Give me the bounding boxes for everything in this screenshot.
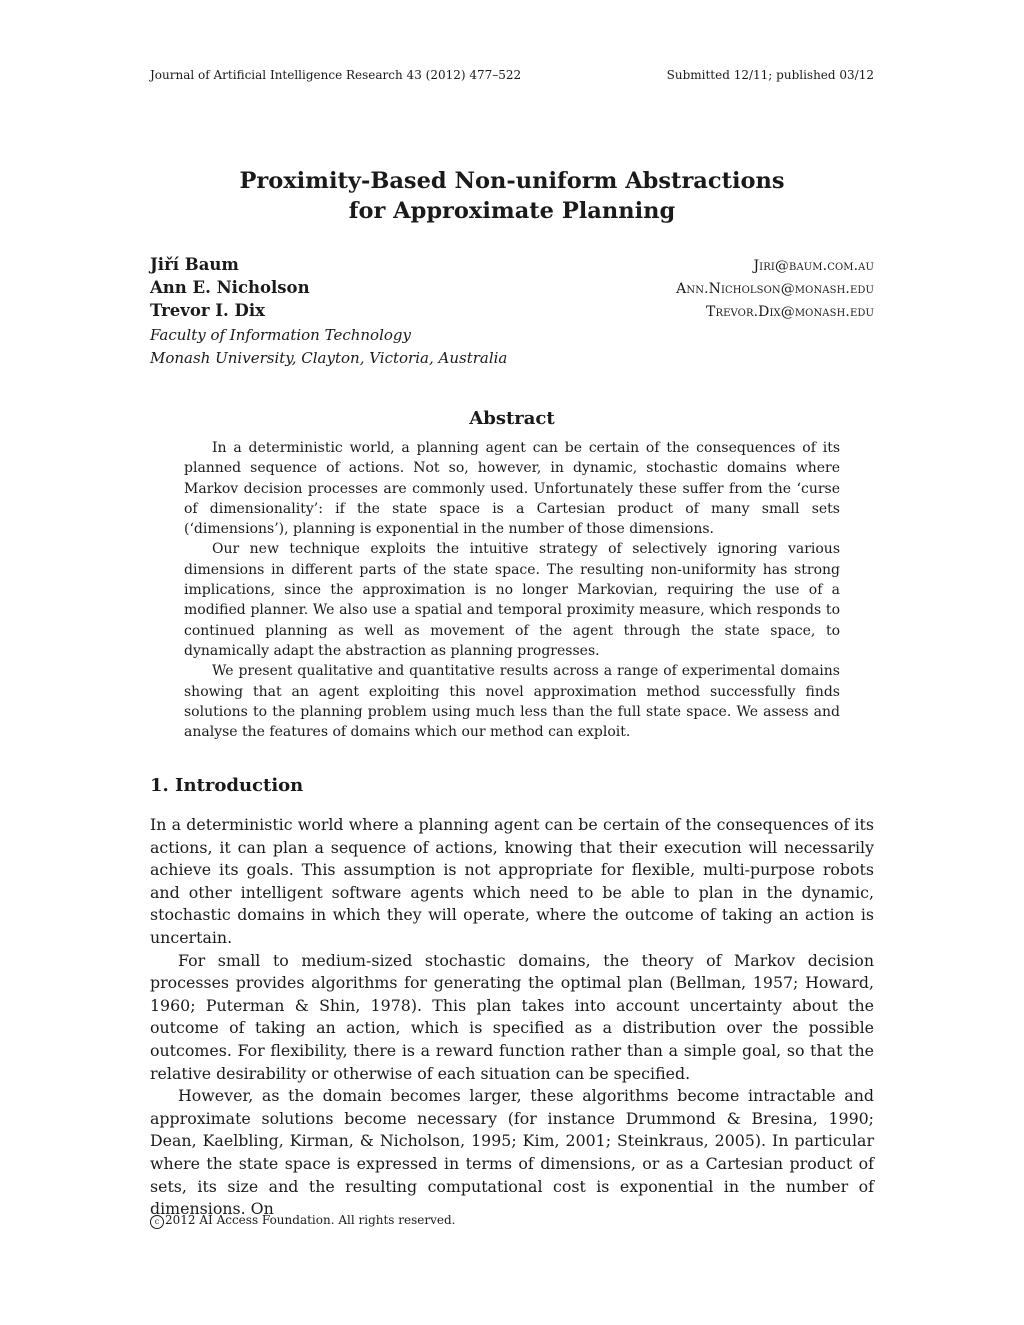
author-name: Jiří Baum [150, 255, 239, 274]
body-paragraph: However, as the domain becomes larger, these algorithms become intractable and approximate solutions become necessary (for instance Drummond & Bresina, 1990; Dean, Kaelbling, Kirman, & Nicholson, 1995; Kim, 2001; Steinkraus, 2005). In particular where the state space is expressed in terms of dimensions, or as a Cartesian product of sets, its size and the resulting computational cost is exponential in the number of dimensions. On [150, 1086, 874, 1219]
abstract-paragraph: Our new technique exploits the intuitive strategy of selectively ignoring various dimensions in different parts of the state space. The resulting non-uniformity has strong implications, since the approximation is no longer Markovian, requiring the use of a modified planner. We also use a spatial and temporal proximity measure, which responds to continued planning as well as movement of the agent through the state space, to dynamically adapt the abstraction as planning progresses. [184, 541, 840, 659]
author-name: Trevor I. Dix [150, 301, 265, 320]
submission-dates: Submitted 12/11; published 03/12 [666, 68, 874, 82]
running-header [150, 68, 874, 82]
author-row [150, 301, 874, 324]
copyright-notice [150, 1213, 456, 1229]
body-paragraph: For small to medium-sized stochastic domains, the theory of Markov decision processes provides algorithms for generating the optimal plan (Bellman, 1957; Howard, 1960; Puterman & Shin, 1978). This plan takes into account uncertainty about the outcome of taking an action, which is specified as a distribution over the possible outcomes. For flexibility, there is a reward function rather than a simple goal, so that the relative desirability or otherwise of each situation can be specified. [150, 950, 874, 1083]
author-row [150, 278, 874, 301]
copyright-icon: c [150, 1215, 164, 1229]
abstract-body [184, 438, 840, 742]
author-block [150, 255, 874, 370]
affiliation-line-2: Monash University, Clayton, Victoria, Australia [150, 349, 508, 367]
body-paragraph: In a deterministic world where a planning agent can be certain of the consequences of its actions, it can plan a sequence of actions, knowing that their execution will necessarily achieve its goals. This assumption is not appropriate for flexible, multi-purpose robots and other intelligent software agents which need to be able to plan in the dynamic, stochastic domains in which they will operate, where the outcome of taking an action is uncertain. [150, 815, 874, 947]
author-row [150, 255, 874, 278]
author-email: Jiri@baum.com.au [753, 258, 874, 274]
title-line-1: Proximity-Based Non-uniform Abstractions [239, 168, 785, 194]
abstract-heading: Abstract [469, 408, 555, 429]
abstract-paragraph: We present qualitative and quantitative results across a range of experimental domains showing that an agent exploiting this novel approximation method successfully finds solutions to the planning problem using much less than the full state space. We assess and analyse the features of domains which our method can exploit. [184, 663, 840, 741]
affiliation-line-1: Faculty of Information Technology [150, 326, 411, 344]
copyright-text: 2012 AI Access Foundation. All rights reserved. [165, 1213, 456, 1227]
author-name: Ann E. Nicholson [150, 278, 310, 297]
section-body [150, 814, 874, 1221]
author-email: Ann.Nicholson@monash.edu [676, 281, 874, 297]
abstract-paragraph: In a deterministic world, a planning agent can be certain of the consequences of its planned sequence of actions. Not so, however, in dynamic, stochastic domains where Markov decision processes are commonly used. Unfortunately these suffer from the ‘curse of dimensionality’: if the state space is a Cartesian product of many small sets (‘dimensions’), planning is exponential in the number of those dimensions. [184, 440, 840, 538]
section-heading: 1. Introduction [150, 775, 304, 796]
journal-citation: Journal of Artificial Intelligence Research 43 (2012) 477–522 [150, 68, 522, 82]
paper-title [150, 166, 874, 226]
title-line-2: for Approximate Planning [348, 198, 676, 224]
author-email: Trevor.Dix@monash.edu [706, 304, 874, 320]
